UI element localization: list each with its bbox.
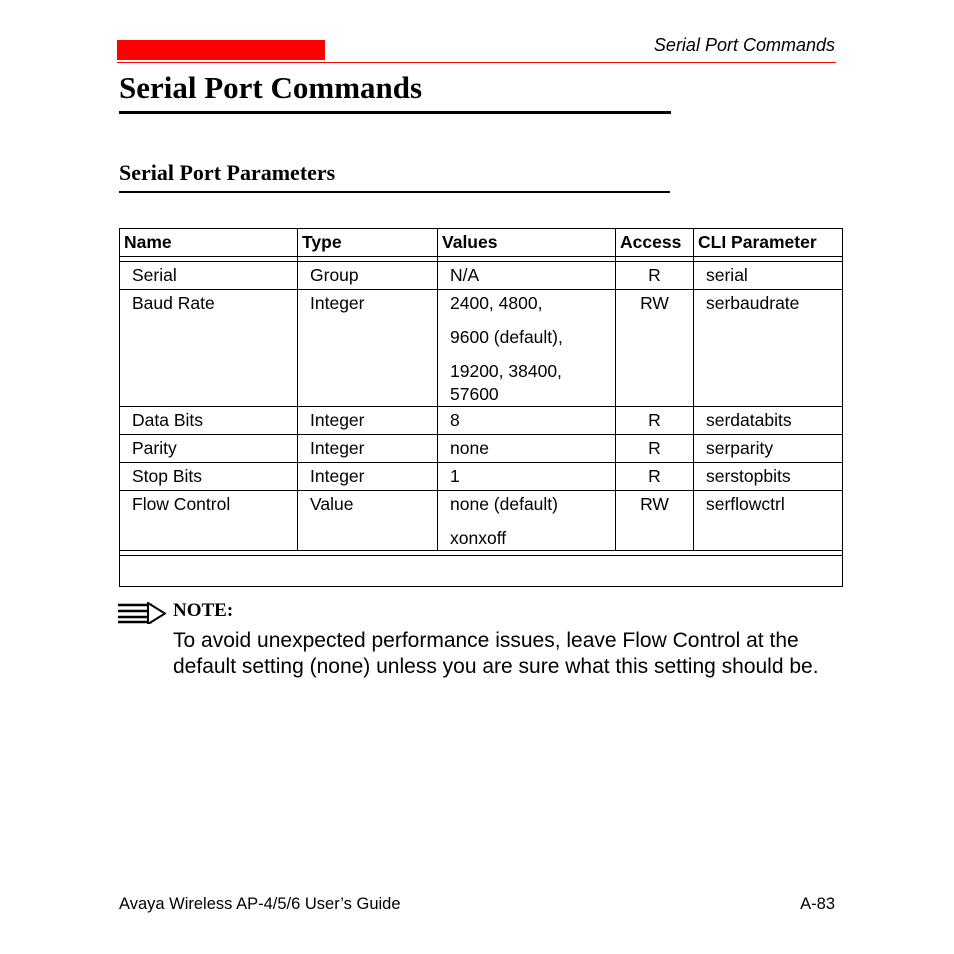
header-rule: [117, 62, 836, 63]
cell-type: Integer: [310, 438, 365, 458]
cell-value: none (default): [450, 494, 558, 514]
table-row: [120, 290, 843, 407]
cell-value: 19200, 38400, 57600: [450, 361, 562, 404]
title-underline: [119, 111, 671, 114]
table-row: [120, 435, 843, 463]
section-underline: [119, 191, 670, 193]
cell-cli: serbaudrate: [706, 293, 800, 313]
table-empty-row: [120, 556, 843, 587]
cell-access: R: [648, 466, 661, 486]
column-header: CLI Parameter: [694, 229, 843, 257]
cell-name: Flow Control: [132, 494, 231, 514]
cell-name: Data Bits: [132, 410, 203, 430]
cell-type: Integer: [310, 293, 365, 313]
table-row: [120, 463, 843, 491]
cell-type: Integer: [310, 466, 365, 486]
cell-name: Stop Bits: [132, 466, 203, 486]
cell-name: Serial: [132, 265, 177, 285]
column-header: Type: [298, 229, 438, 257]
note-text: To avoid unexpected performance issues, leave Flow Control at the default setting (none) unless you are sure what this setting should be.: [173, 629, 819, 678]
cell-name: Baud Rate: [132, 293, 215, 313]
cell-type: Value: [310, 494, 354, 514]
footer-page-number: A-83: [800, 895, 835, 913]
cell-value: 2400, 4800,: [450, 293, 543, 313]
cell-cli: serial: [706, 265, 748, 285]
cell-access: RW: [640, 293, 669, 313]
cell-value: xonxoff: [450, 528, 507, 548]
table-row: [120, 491, 843, 551]
table-row: [120, 262, 843, 290]
header-accent-bar: [117, 40, 325, 60]
section-title: Serial Port Parameters: [119, 160, 336, 185]
cell-value: N/A: [450, 265, 480, 285]
note-arrow-icon: [118, 602, 166, 624]
cell-type: Integer: [310, 410, 365, 430]
column-header: Values: [438, 229, 616, 257]
cell-value: 9600 (default),: [450, 327, 563, 347]
column-header: Access: [616, 229, 694, 257]
cell-access: R: [648, 265, 661, 285]
cell-access: R: [648, 410, 661, 430]
page-title: Serial Port Commands: [119, 70, 423, 105]
note-label: NOTE:: [173, 600, 234, 621]
cell-value: 1: [450, 466, 460, 486]
cell-name: Parity: [132, 438, 177, 458]
cell-access: RW: [640, 494, 669, 514]
parameters-table: [119, 228, 843, 587]
column-header: Name: [120, 229, 298, 257]
cell-cli: serflowctrl: [706, 494, 785, 514]
cell-value: none: [450, 438, 489, 458]
cell-cli: serparity: [706, 438, 774, 458]
running-header-title: Serial Port Commands: [653, 35, 835, 55]
cell-cli: serstopbits: [706, 466, 791, 486]
cell-access: R: [648, 438, 661, 458]
cell-cli: serdatabits: [706, 410, 792, 430]
table-row: [120, 407, 843, 435]
cell-type: Group: [310, 265, 359, 285]
footer-guide-title: Avaya Wireless AP-4/5/6 User’s Guide: [119, 895, 401, 913]
cell-value: 8: [450, 410, 460, 430]
table-header-row: [120, 229, 843, 257]
